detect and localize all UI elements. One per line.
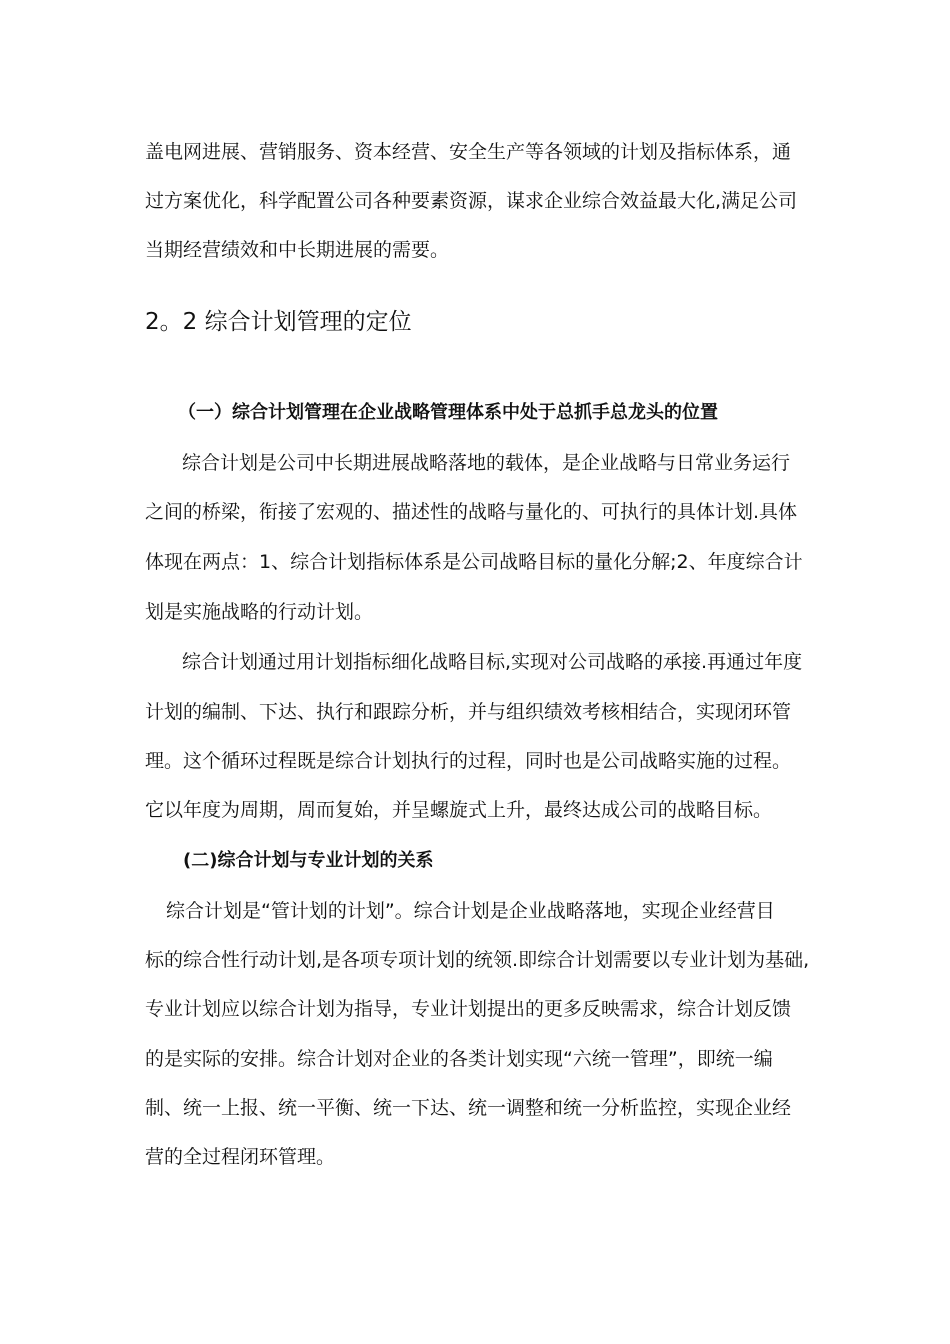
paragraph-line: 综合计划是公司中长期进展战略落地的载体，是企业战略与日常业务运行	[182, 452, 791, 474]
subsection-title: (二)综合计划与专业计划的关系	[183, 850, 434, 871]
paragraph-line: 它以年度为周期，周而复始，并呈螺旋式上升，最终达成公司的战略目标。	[145, 799, 773, 821]
paragraph-line: 之间的桥梁，衔接了宏观的、描述性的战略与量化的、可执行的具体计划.具体	[145, 501, 798, 523]
subsection-title: （一）综合计划管理在企业战略管理体系中处于总抓手总龙头的位置	[178, 402, 718, 423]
paragraph-line: 理。这个循环过程既是综合计划执行的过程，同时也是公司战略实施的过程。	[145, 750, 792, 772]
paragraph-line: 过方案优化，科学配置公司各种要素资源，谋求企业综合效益最大化,满足公司	[145, 190, 798, 212]
paragraph-line: 计划的编制、下达、执行和跟踪分析，并与组织绩效考核相结合，实现闭环管	[145, 701, 792, 723]
paragraph-line: 体现在两点：1、综合计划指标体系是公司战略目标的量化分解;2、年度综合计	[145, 551, 803, 573]
paragraph-line: 制、统一上报、统一平衡、统一下达、统一调整和统一分析监控，实现企业经	[145, 1097, 792, 1119]
paragraph-line: 综合计划是“管计划的计划”。综合计划是企业战略落地，实现企业经营目	[166, 900, 775, 922]
paragraph-line: 划是实施战略的行动计划。	[145, 601, 374, 623]
paragraph-line: 的是实际的安排。综合计划对企业的各类计划实现“六统一管理”，即统一编	[145, 1048, 773, 1070]
paragraph-line: 当期经营绩效和中长期进展的需要。	[145, 239, 450, 261]
paragraph-line: 盖电网进展、营销服务、资本经营、安全生产等各领域的计划及指标体系，通	[145, 141, 792, 163]
paragraph-line: 专业计划应以综合计划为指导，专业计划提出的更多反映需求，综合计划反馈	[145, 998, 792, 1020]
paragraph-line: 标的综合性行动计划,是各项专项计划的统领.即综合计划需要以专业计划为基础,	[145, 949, 810, 971]
paragraph-line: 综合计划通过用计划指标细化战略目标,实现对公司战略的承接.再通过年度	[182, 651, 803, 673]
section-title: 2。2 综合计划管理的定位	[145, 309, 412, 335]
paragraph-line: 营的全过程闭环管理。	[145, 1146, 336, 1168]
